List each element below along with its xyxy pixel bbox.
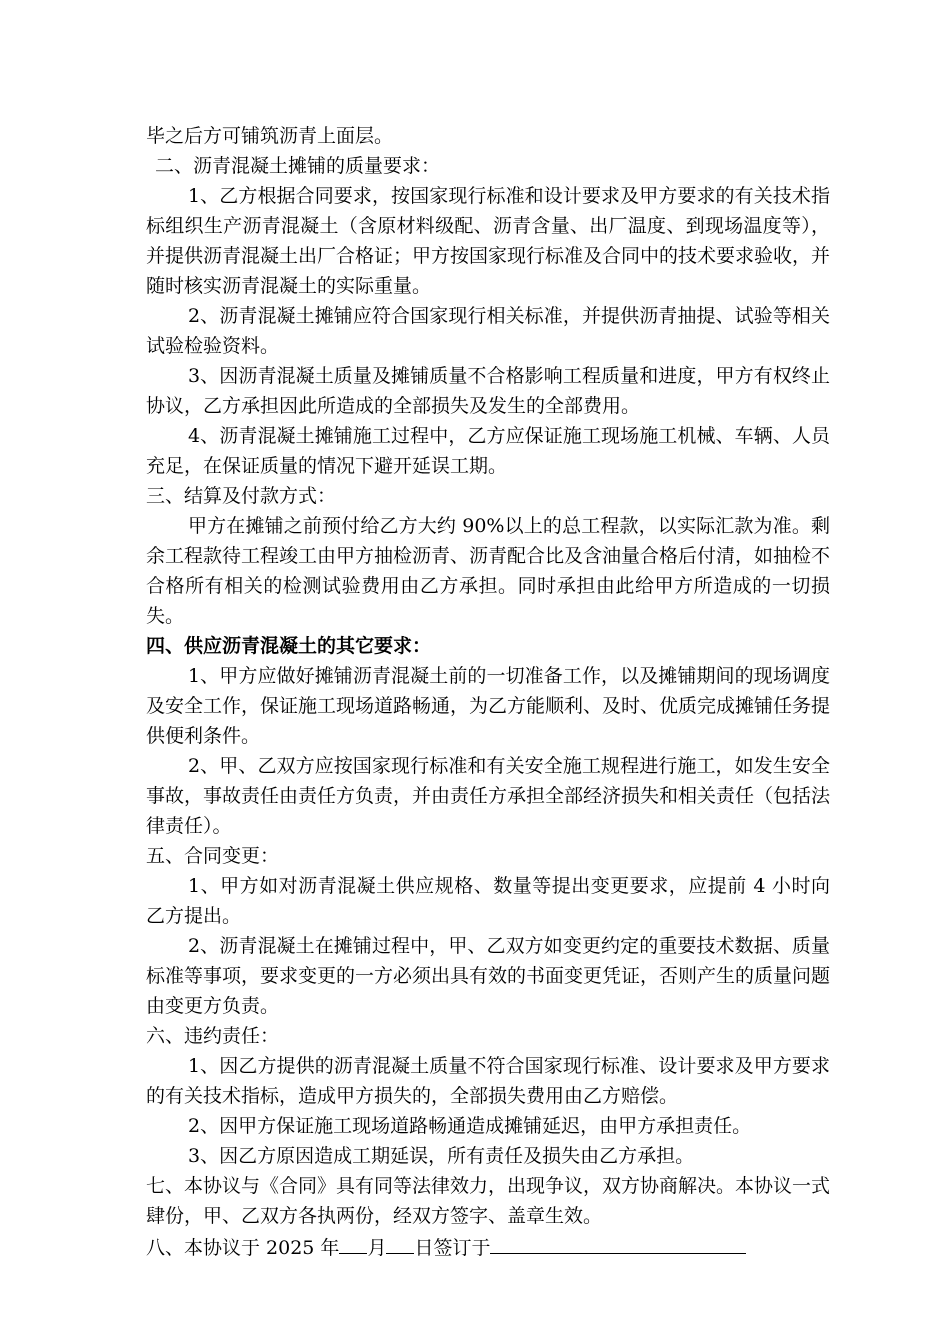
section-6-heading: 六、违约责任： [146, 1025, 280, 1047]
section-2-clause-4: 4、沥青混凝土摊铺施工过程中，乙方应保证施工现场施工机械、车辆、人员充足，在保证质量的情况下避开延误工期。 [146, 425, 830, 477]
section-6-clause-2: 2、因甲方保证施工现场道路畅通造成摊铺延迟，由甲方承担责任。 [188, 1115, 752, 1137]
section-4-heading: 四、供应沥青混凝土的其它要求： [146, 635, 432, 657]
section-6-clause-1: 1、因乙方提供的沥青混凝土质量不符合国家现行标准、设计要求及甲方要求的有关技术指标，造成甲方损失的，全部损失费用由乙方赔偿。 [146, 1055, 830, 1107]
signing-place-blank[interactable] [490, 1231, 746, 1254]
day-label: 日签订于 [414, 1237, 491, 1259]
section-6-clause-3: 3、因乙方原因造成工期延误，所有责任及损失由乙方承担。 [188, 1145, 695, 1167]
section-2-clause-1: 1、乙方根据合同要求，按国家现行标准和设计要求及甲方要求的有关技术指标组织生产沥青混凝土（含原材料级配、沥青含量、出厂温度、到现场温度等），并提供沥青混凝土出厂合格证；甲方按国家现行标准及合同中的技术要求验收，并随时核实沥青混凝土的实际重量。 [146, 185, 831, 297]
signing-date-prefix: 八、本协议于 2025 年 [146, 1237, 340, 1259]
section-5-clause-2: 2、沥青混凝土在摊铺过程中，甲、乙双方如变更约定的重要技术数据、质量标准等事项，要求变更的一方必须出具有效的书面变更凭证，否则产生的质量问题由变更方负责。 [146, 935, 831, 1017]
document-page [146, 121, 830, 1263]
month-label: 月 [367, 1237, 387, 1259]
section-4-clause-2: 2、甲、乙双方应按国家现行标准和有关安全施工规程进行施工，如发生安全事故，事故责任由责任方负责，并由责任方承担全部经济损失和相关责任（包括法律责任）。 [146, 755, 831, 837]
section-7-clause: 七、本协议与《合同》具有同等法律效力，出现争议，双方协商解决。本协议一式肆份，甲、乙双方各执两份，经双方签字、盖章生效。 [146, 1175, 831, 1227]
section-4-clause-1: 1、甲方应做好摊铺沥青混凝土前的一切准备工作，以及摊铺期间的现场调度及安全工作，保证施工现场道路畅通，为乙方能顺利、及时、优质完成摊铺任务提供便利条件。 [146, 665, 831, 747]
month-blank[interactable] [339, 1231, 367, 1254]
section-3-heading: 三、结算及付款方式： [146, 485, 337, 507]
section-5-clause-1: 1、甲方如对沥青混凝土供应规格、数量等提出变更要求，应提前 4 小时向乙方提出。 [146, 875, 830, 927]
section-8-signing-line [146, 1231, 830, 1263]
continuation-line: 毕之后方可铺筑沥青上面层。 [146, 125, 394, 147]
section-2-clause-2: 2、沥青混凝土摊铺应符合国家现行相关标准，并提供沥青抽提、试验等相关试验检验资料。 [146, 305, 830, 357]
section-3-clause-1: 甲方在摊铺之前预付给乙方大约 90%以上的总工程款，以实际汇款为准。剩余工程款待工程竣工由甲方抽检沥青、沥青配合比及含油量合格后付清，如抽检不合格所有相关的检测试验费用由乙方承担。同时承担由此给甲方所造成的一切损失。 [146, 515, 831, 627]
day-blank[interactable] [386, 1231, 414, 1254]
section-5-heading: 五、合同变更： [146, 845, 280, 867]
section-2-heading: 二、沥青混凝土摊铺的质量要求： [155, 155, 441, 177]
section-2-clause-3: 3、因沥青混凝土质量及摊铺质量不合格影响工程质量和进度，甲方有权终止协议，乙方承担因此所造成的全部损失及发生的全部费用。 [146, 365, 830, 417]
